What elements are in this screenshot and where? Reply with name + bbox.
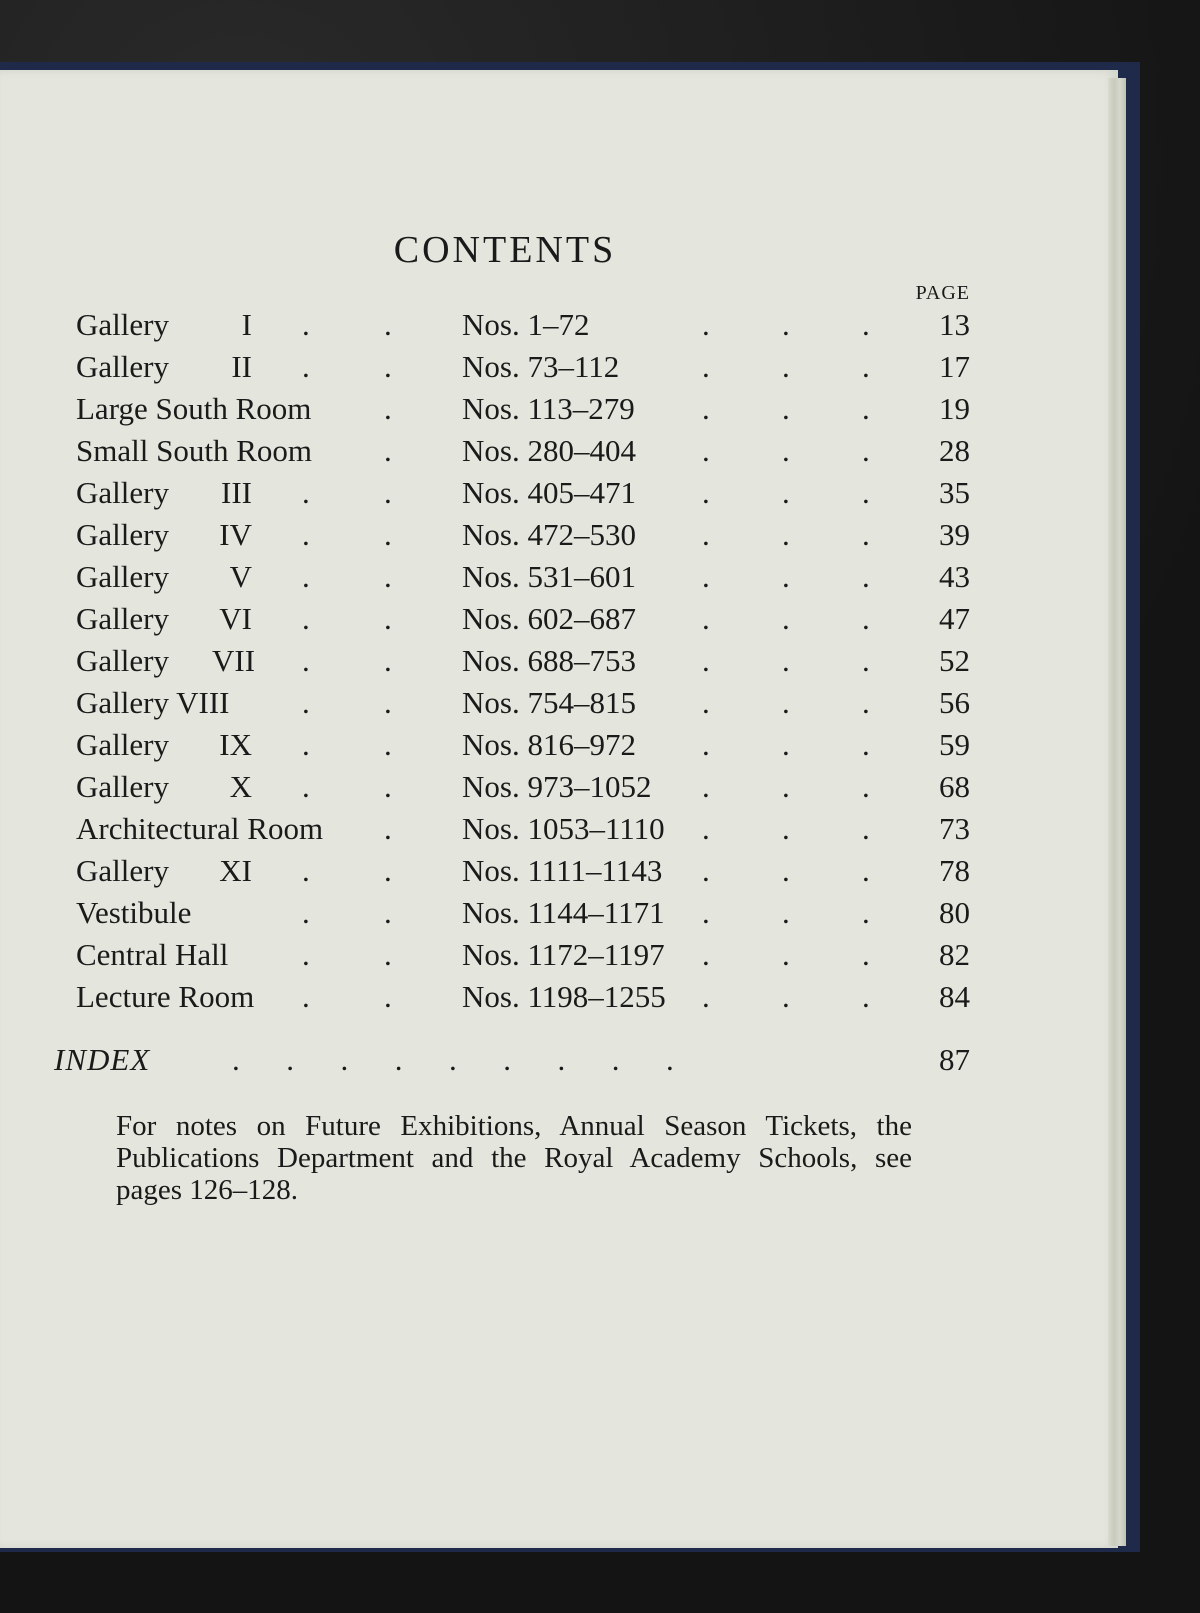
leader-dot: .: [862, 307, 870, 342]
leader-dot: .: [782, 769, 790, 804]
leader-dot: .: [302, 685, 310, 720]
leader-dot: .: [302, 307, 310, 342]
footnote: For notes on Future Exhibitions, Annual Season Tickets, the Publications Department and the Royal Academy Schools, see pages 126–128.: [116, 1110, 912, 1206]
catalogue-numbers: Nos. 1144–1171: [462, 895, 665, 930]
leader-dot: .: [702, 811, 710, 846]
leader-dot: .: [782, 937, 790, 972]
catalogue-numbers: Nos. 73–112: [462, 349, 620, 384]
leader-dot: .: [862, 895, 870, 930]
leader-dot: .: [782, 895, 790, 930]
leader-dot: .: [782, 853, 790, 888]
gallery-numeral: IX: [219, 727, 252, 762]
page-number: 35: [939, 475, 970, 510]
catalogue-numbers: Nos. 1–72: [462, 307, 590, 342]
leader-dot: .: [384, 601, 392, 636]
toc-row: [0, 430, 1118, 472]
index-page-number: 87: [939, 1042, 970, 1077]
gallery-numeral: XI: [219, 853, 252, 888]
page-number: 17: [939, 349, 970, 384]
leader-dot: .: [302, 349, 310, 384]
toc-row: [0, 934, 1118, 976]
leader-dot: .: [862, 979, 870, 1014]
room-name: Gallery: [76, 307, 169, 342]
toc-row: [0, 808, 1118, 850]
toc-row: [0, 976, 1118, 1018]
leader-dot: .: [302, 937, 310, 972]
room-name: Gallery: [76, 475, 169, 510]
leader-dot: .: [384, 685, 392, 720]
page-number: 73: [939, 811, 970, 846]
room-name: Central Hall: [76, 937, 229, 972]
leader-dot: .: [862, 727, 870, 762]
catalogue-numbers: Nos. 602–687: [462, 601, 636, 636]
leader-dot: .: [782, 601, 790, 636]
toc-row: [0, 304, 1118, 346]
leader-dot: .: [302, 895, 310, 930]
catalogue-numbers: Nos. 754–815: [462, 685, 636, 720]
catalogue-numbers: Nos. 1053–1110: [462, 811, 665, 846]
room-name: Small South Room: [76, 433, 312, 468]
room-name: Gallery: [76, 727, 169, 762]
leader-dot: .: [702, 979, 710, 1014]
leader-dot: .: [702, 601, 710, 636]
leader-dot: .: [782, 559, 790, 594]
toc-row: [0, 556, 1118, 598]
leader-dot: .: [384, 517, 392, 552]
leader-dot: .: [384, 349, 392, 384]
leader-dot: .: [862, 937, 870, 972]
index-label: INDEX: [54, 1042, 151, 1077]
gallery-numeral: VI: [219, 601, 252, 636]
leader-dot: .: [384, 559, 392, 594]
leader-dot: .: [384, 433, 392, 468]
leader-dot: .: [782, 685, 790, 720]
leader-dot: .: [302, 517, 310, 552]
contents-list: [0, 304, 1118, 1018]
leader-dot: .: [702, 853, 710, 888]
leader-dot: .: [702, 349, 710, 384]
page-number: 59: [939, 727, 970, 762]
leader-dot: .: [862, 475, 870, 510]
leader-dot: .: [862, 517, 870, 552]
page-number: 52: [939, 643, 970, 678]
leader-dot: .: [384, 643, 392, 678]
leader-dot: .: [862, 769, 870, 804]
room-name: Lecture Room: [76, 979, 255, 1014]
room-name: Gallery: [76, 853, 169, 888]
gallery-numeral: V: [229, 559, 252, 594]
gallery-numeral: II: [231, 349, 252, 384]
leader-dot: .: [862, 349, 870, 384]
catalogue-numbers: Nos. 1111–1143: [462, 853, 663, 888]
catalogue-numbers: Nos. 973–1052: [462, 769, 652, 804]
leader-dot: .: [302, 769, 310, 804]
page-number: 56: [939, 685, 970, 720]
room-name: Gallery: [76, 517, 169, 552]
catalogue-numbers: Nos. 688–753: [462, 643, 636, 678]
leader-dot: .: [702, 559, 710, 594]
leader-dot: .: [302, 979, 310, 1014]
page-number: 28: [939, 433, 970, 468]
catalogue-numbers: Nos. 472–530: [462, 517, 636, 552]
leader-dot: .: [384, 979, 392, 1014]
leader-dot: .: [302, 601, 310, 636]
page-number: 43: [939, 559, 970, 594]
toc-row: [0, 850, 1118, 892]
page-number: 19: [939, 391, 970, 426]
toc-row: [0, 892, 1118, 934]
leader-dot: .: [862, 811, 870, 846]
leader-dot: .: [782, 433, 790, 468]
catalogue-numbers: Nos. 1172–1197: [462, 937, 665, 972]
catalogue-numbers: Nos. 1198–1255: [462, 979, 666, 1014]
leader-dot: .: [782, 517, 790, 552]
leader-dot: .: [384, 769, 392, 804]
leader-dot: .: [384, 895, 392, 930]
leader-dot: .: [702, 517, 710, 552]
index-entry: [0, 1038, 1118, 1082]
leader-dot: .: [782, 811, 790, 846]
room-name: Gallery VIII: [76, 685, 230, 720]
page-number: 78: [939, 853, 970, 888]
gallery-numeral: X: [229, 769, 252, 804]
toc-row: [0, 766, 1118, 808]
leader-dot: .: [702, 433, 710, 468]
page-number: 39: [939, 517, 970, 552]
leader-dot: .: [862, 685, 870, 720]
leader-dot: .: [862, 433, 870, 468]
page-number: 80: [939, 895, 970, 930]
room-name: Gallery: [76, 349, 169, 384]
leader-dot: .: [782, 979, 790, 1014]
leader-dot: .: [782, 307, 790, 342]
leader-dot: .: [384, 811, 392, 846]
room-name: Large South Room: [76, 391, 312, 426]
leader-dot: .: [384, 853, 392, 888]
gallery-numeral: I: [241, 307, 252, 342]
leader-dot: .: [384, 727, 392, 762]
catalogue-numbers: Nos. 113–279: [462, 391, 635, 426]
gallery-numeral: VII: [212, 643, 256, 678]
toc-row: [0, 346, 1118, 388]
leader-dot: .: [302, 643, 310, 678]
leader-dot: .: [384, 391, 392, 426]
leader-dot: .: [702, 643, 710, 678]
leader-dot: .: [782, 475, 790, 510]
room-name: Gallery: [76, 643, 169, 678]
leader-dot: .: [384, 307, 392, 342]
page-number: 82: [939, 937, 970, 972]
leader-dot: .: [862, 601, 870, 636]
toc-row: [0, 640, 1118, 682]
leader-dot: .: [384, 475, 392, 510]
gallery-numeral: III: [221, 475, 252, 510]
leader-dot: .: [702, 391, 710, 426]
page-column-header: PAGE: [915, 282, 970, 304]
leader-dot: .: [702, 307, 710, 342]
leader-dot: .: [862, 643, 870, 678]
leader-dot: .: [702, 475, 710, 510]
catalogue-numbers: Nos. 405–471: [462, 475, 636, 510]
room-name: Gallery: [76, 559, 169, 594]
leader-dot: .: [302, 559, 310, 594]
leader-dot: .: [702, 685, 710, 720]
leader-dot: .: [862, 853, 870, 888]
toc-row: [0, 598, 1118, 640]
gallery-numeral: IV: [219, 517, 252, 552]
toc-row: [0, 472, 1118, 514]
page-number: 47: [939, 601, 970, 636]
leader-dot: .: [782, 727, 790, 762]
toc-row: [0, 682, 1118, 724]
room-name: Gallery: [76, 769, 169, 804]
leader-dot: .: [862, 391, 870, 426]
room-name: Gallery: [76, 601, 169, 636]
leader-dots: . . . . . . . . .: [232, 1042, 674, 1077]
catalogue-numbers: Nos. 816–972: [462, 727, 636, 762]
leader-dot: .: [702, 727, 710, 762]
catalogue-numbers: Nos. 531–601: [462, 559, 636, 594]
toc-row: [0, 724, 1118, 766]
leader-dot: .: [782, 643, 790, 678]
catalogue-numbers: Nos. 280–404: [462, 433, 636, 468]
leader-dot: .: [702, 937, 710, 972]
leader-dot: .: [782, 349, 790, 384]
leader-dot: .: [302, 475, 310, 510]
page-title: CONTENTS: [393, 229, 617, 271]
page-number: 84: [939, 979, 970, 1014]
toc-row: [0, 514, 1118, 556]
leader-dot: .: [702, 769, 710, 804]
leader-dot: .: [302, 853, 310, 888]
page-number: 68: [939, 769, 970, 804]
page-number: 13: [939, 307, 970, 342]
leader-dot: .: [862, 559, 870, 594]
leader-dot: .: [384, 937, 392, 972]
leader-dot: .: [302, 727, 310, 762]
room-name: Architectural Room: [76, 811, 324, 846]
leader-dot: .: [702, 895, 710, 930]
toc-row: [0, 388, 1118, 430]
leader-dot: .: [782, 391, 790, 426]
room-name: Vestibule: [76, 895, 192, 930]
